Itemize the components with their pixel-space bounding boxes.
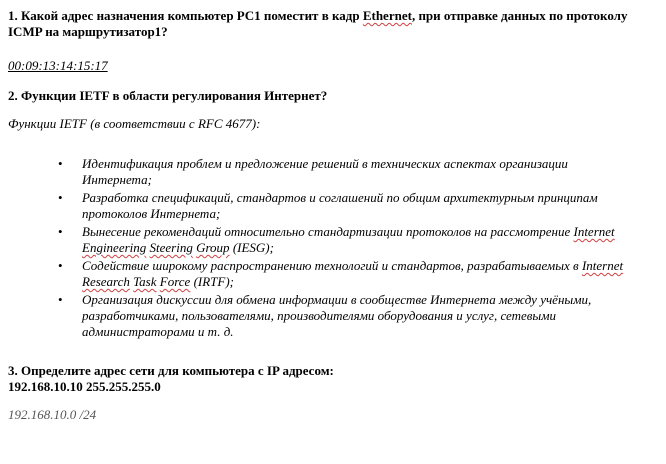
list-item: • Организация дискуссии для обмена информации в сообществе Интернета между учёными, разработчиками, пользователями, производителями оборудования и услуг, сетевыми администраторами и т. д. (58, 292, 592, 339)
bullet-icon: • (58, 292, 63, 307)
answer-1: 00:09:13:14:15:17 (8, 58, 108, 73)
ethernet-term: Ethernet (362, 8, 412, 23)
question-2 (8, 88, 327, 132)
question-3-text: 3. Определите адрес сети для компьютера с IP адресом: (8, 363, 334, 378)
answer-2-intro: Функции IETF (в соответствии с RFC 4677): (8, 116, 261, 131)
question-1 (8, 8, 628, 74)
list-item: • Содействие широкому распространению технологий и стандартов, разрабатываемых в Internet Research Task Force (IRTF); (58, 258, 624, 289)
question-3-ip: 192.168.10.10 255.255.255.0 (8, 379, 161, 394)
bullet-icon: • (58, 224, 63, 239)
bullet-icon: • (58, 156, 63, 171)
ietf-functions-list (8, 156, 638, 340)
list-item: • Идентификация проблем и предложение решений в технических аспектах организации Интернета; (58, 156, 568, 187)
list-item: • Вынесение рекомендаций относительно стандартизации протоколов на рассмотрение Internet Engineering Steering Group (IESG); (58, 224, 615, 255)
answer-3: 192.168.10.0 /24 (8, 407, 97, 422)
question-2-text: 2. Функции IETF в области регулирования Интернет? (8, 88, 328, 103)
ietf-functions-list-block (8, 156, 638, 342)
list-item: • Разработка спецификаций, стандартов и соглашений по общим архитектурным принципам протоколов Интернета; (58, 190, 598, 221)
bullet-icon: • (58, 190, 63, 205)
question-1-text: 1. Какой адрес назначения компьютер PC1 поместит в кадр Ethernet, при отправке данных по протоколу ICMP на маршрутизатор1? (8, 8, 628, 39)
bullet-icon: • (58, 258, 63, 273)
question-3 (8, 363, 334, 423)
